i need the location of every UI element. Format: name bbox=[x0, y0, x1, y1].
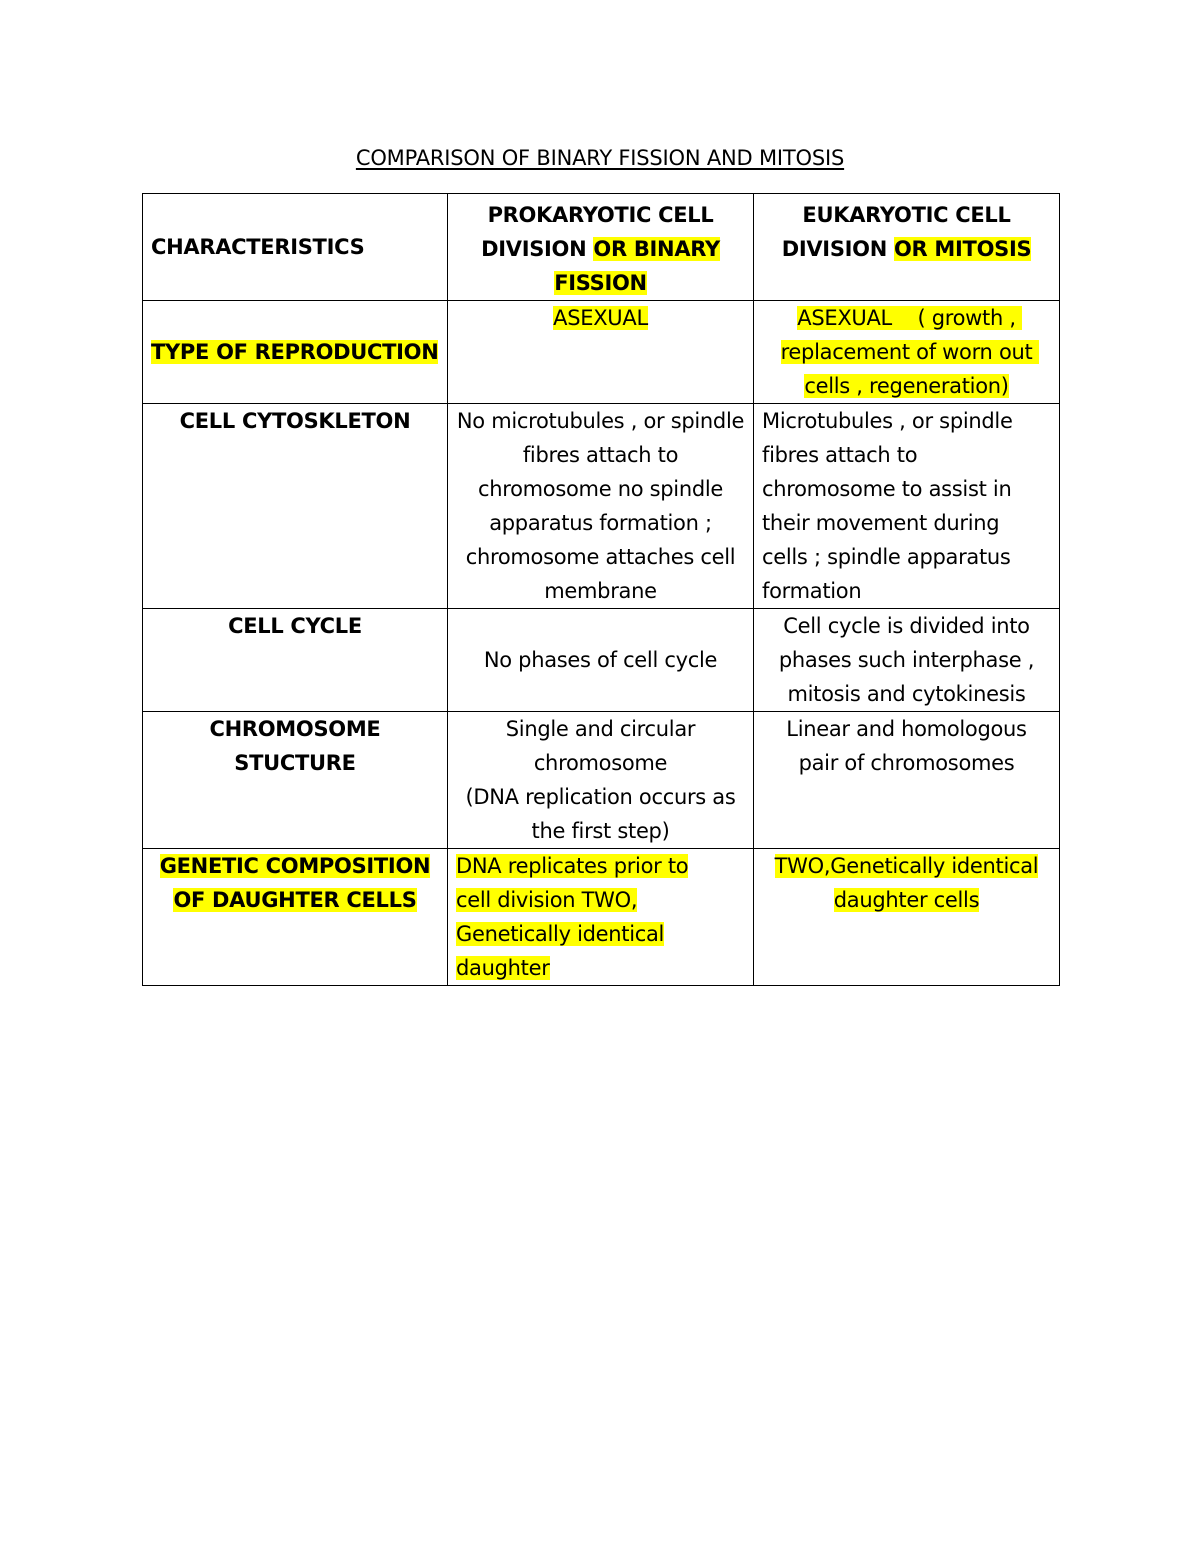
row-prokaryotic bbox=[448, 609, 754, 712]
row-eukaryotic bbox=[754, 849, 1060, 986]
header-eukaryotic-line2: DIVISION bbox=[781, 237, 894, 261]
row-characteristic-label: CELL CYTOSKLETON bbox=[179, 409, 411, 433]
table-row bbox=[143, 301, 1060, 404]
header-prokaryotic bbox=[448, 194, 754, 301]
comparison-table bbox=[142, 193, 1060, 986]
row-characteristic bbox=[143, 404, 448, 609]
row-prokaryotic bbox=[448, 849, 754, 986]
row-characteristic-label: TYPE OF REPRODUCTION bbox=[151, 340, 439, 364]
row-characteristic bbox=[143, 849, 448, 986]
table-row bbox=[143, 712, 1060, 849]
row-prokaryotic-text: No phases of cell cycle bbox=[483, 648, 718, 672]
row-eukaryotic bbox=[754, 301, 1060, 404]
row-prokaryotic-text: DNA replicates prior to cell division TWO, Genetically identical daughter bbox=[456, 854, 689, 980]
header-eukaryotic-line1: EUKARYOTIC CELL bbox=[802, 203, 1011, 227]
page-title: COMPARISON OF BINARY FISSION AND MITOSIS bbox=[355, 146, 845, 170]
header-prokaryotic-line3: FISSION bbox=[554, 271, 647, 295]
row-eukaryotic-text: Cell cycle is divided into phases such interphase , mitosis and cytokinesis bbox=[778, 614, 1035, 706]
row-characteristic bbox=[143, 609, 448, 712]
row-prokaryotic bbox=[448, 301, 754, 404]
row-characteristic-label: GENETIC COMPOSITION OF DAUGHTER CELLS bbox=[159, 854, 431, 912]
header-eukaryotic bbox=[754, 194, 1060, 301]
row-eukaryotic-text: Linear and homologous pair of chromosomes bbox=[786, 717, 1027, 775]
table-row bbox=[143, 404, 1060, 609]
header-prokaryotic-line1: PROKARYOTIC CELL bbox=[487, 203, 714, 227]
table-row bbox=[143, 609, 1060, 712]
row-eukaryotic bbox=[754, 712, 1060, 849]
row-prokaryotic-text: ASEXUAL bbox=[553, 306, 648, 330]
table-row bbox=[143, 849, 1060, 986]
header-prokaryotic-highlight: OR BINARY bbox=[593, 237, 720, 261]
row-prokaryotic-note: (DNA replication occurs as the first step) bbox=[465, 785, 736, 843]
row-prokaryotic-text: Single and circular chromosome bbox=[505, 717, 696, 775]
row-prokaryotic bbox=[448, 712, 754, 849]
row-prokaryotic bbox=[448, 404, 754, 609]
row-characteristic-label: CHROMOSOME STUCTURE bbox=[209, 717, 381, 775]
row-eukaryotic bbox=[754, 404, 1060, 609]
row-eukaryotic bbox=[754, 609, 1060, 712]
table-header-row bbox=[143, 194, 1060, 301]
row-eukaryotic-text: Microtubules , or spindle fibres attach to chromosome to assist in their movement during cells ; spindle apparatus formation bbox=[762, 409, 1013, 603]
header-prokaryotic-line2: DIVISION bbox=[481, 237, 594, 261]
row-characteristic bbox=[143, 712, 448, 849]
header-characteristics-label: CHARACTERISTICS bbox=[151, 235, 365, 259]
row-eukaryotic-text: TWO,Genetically identical daughter cells bbox=[774, 854, 1039, 912]
row-characteristic-label: CELL CYCLE bbox=[228, 614, 362, 638]
header-characteristics bbox=[143, 194, 448, 301]
header-eukaryotic-highlight: OR MITOSIS bbox=[894, 237, 1032, 261]
row-eukaryotic-text: ASEXUAL ( growth , replacement of worn out cells , regeneration) bbox=[780, 306, 1039, 398]
row-prokaryotic-text: No microtubules , or spindle fibres attach to chromosome no spindle apparatus formation ; chromosome attaches cell membrane bbox=[456, 409, 745, 603]
row-characteristic bbox=[143, 301, 448, 404]
